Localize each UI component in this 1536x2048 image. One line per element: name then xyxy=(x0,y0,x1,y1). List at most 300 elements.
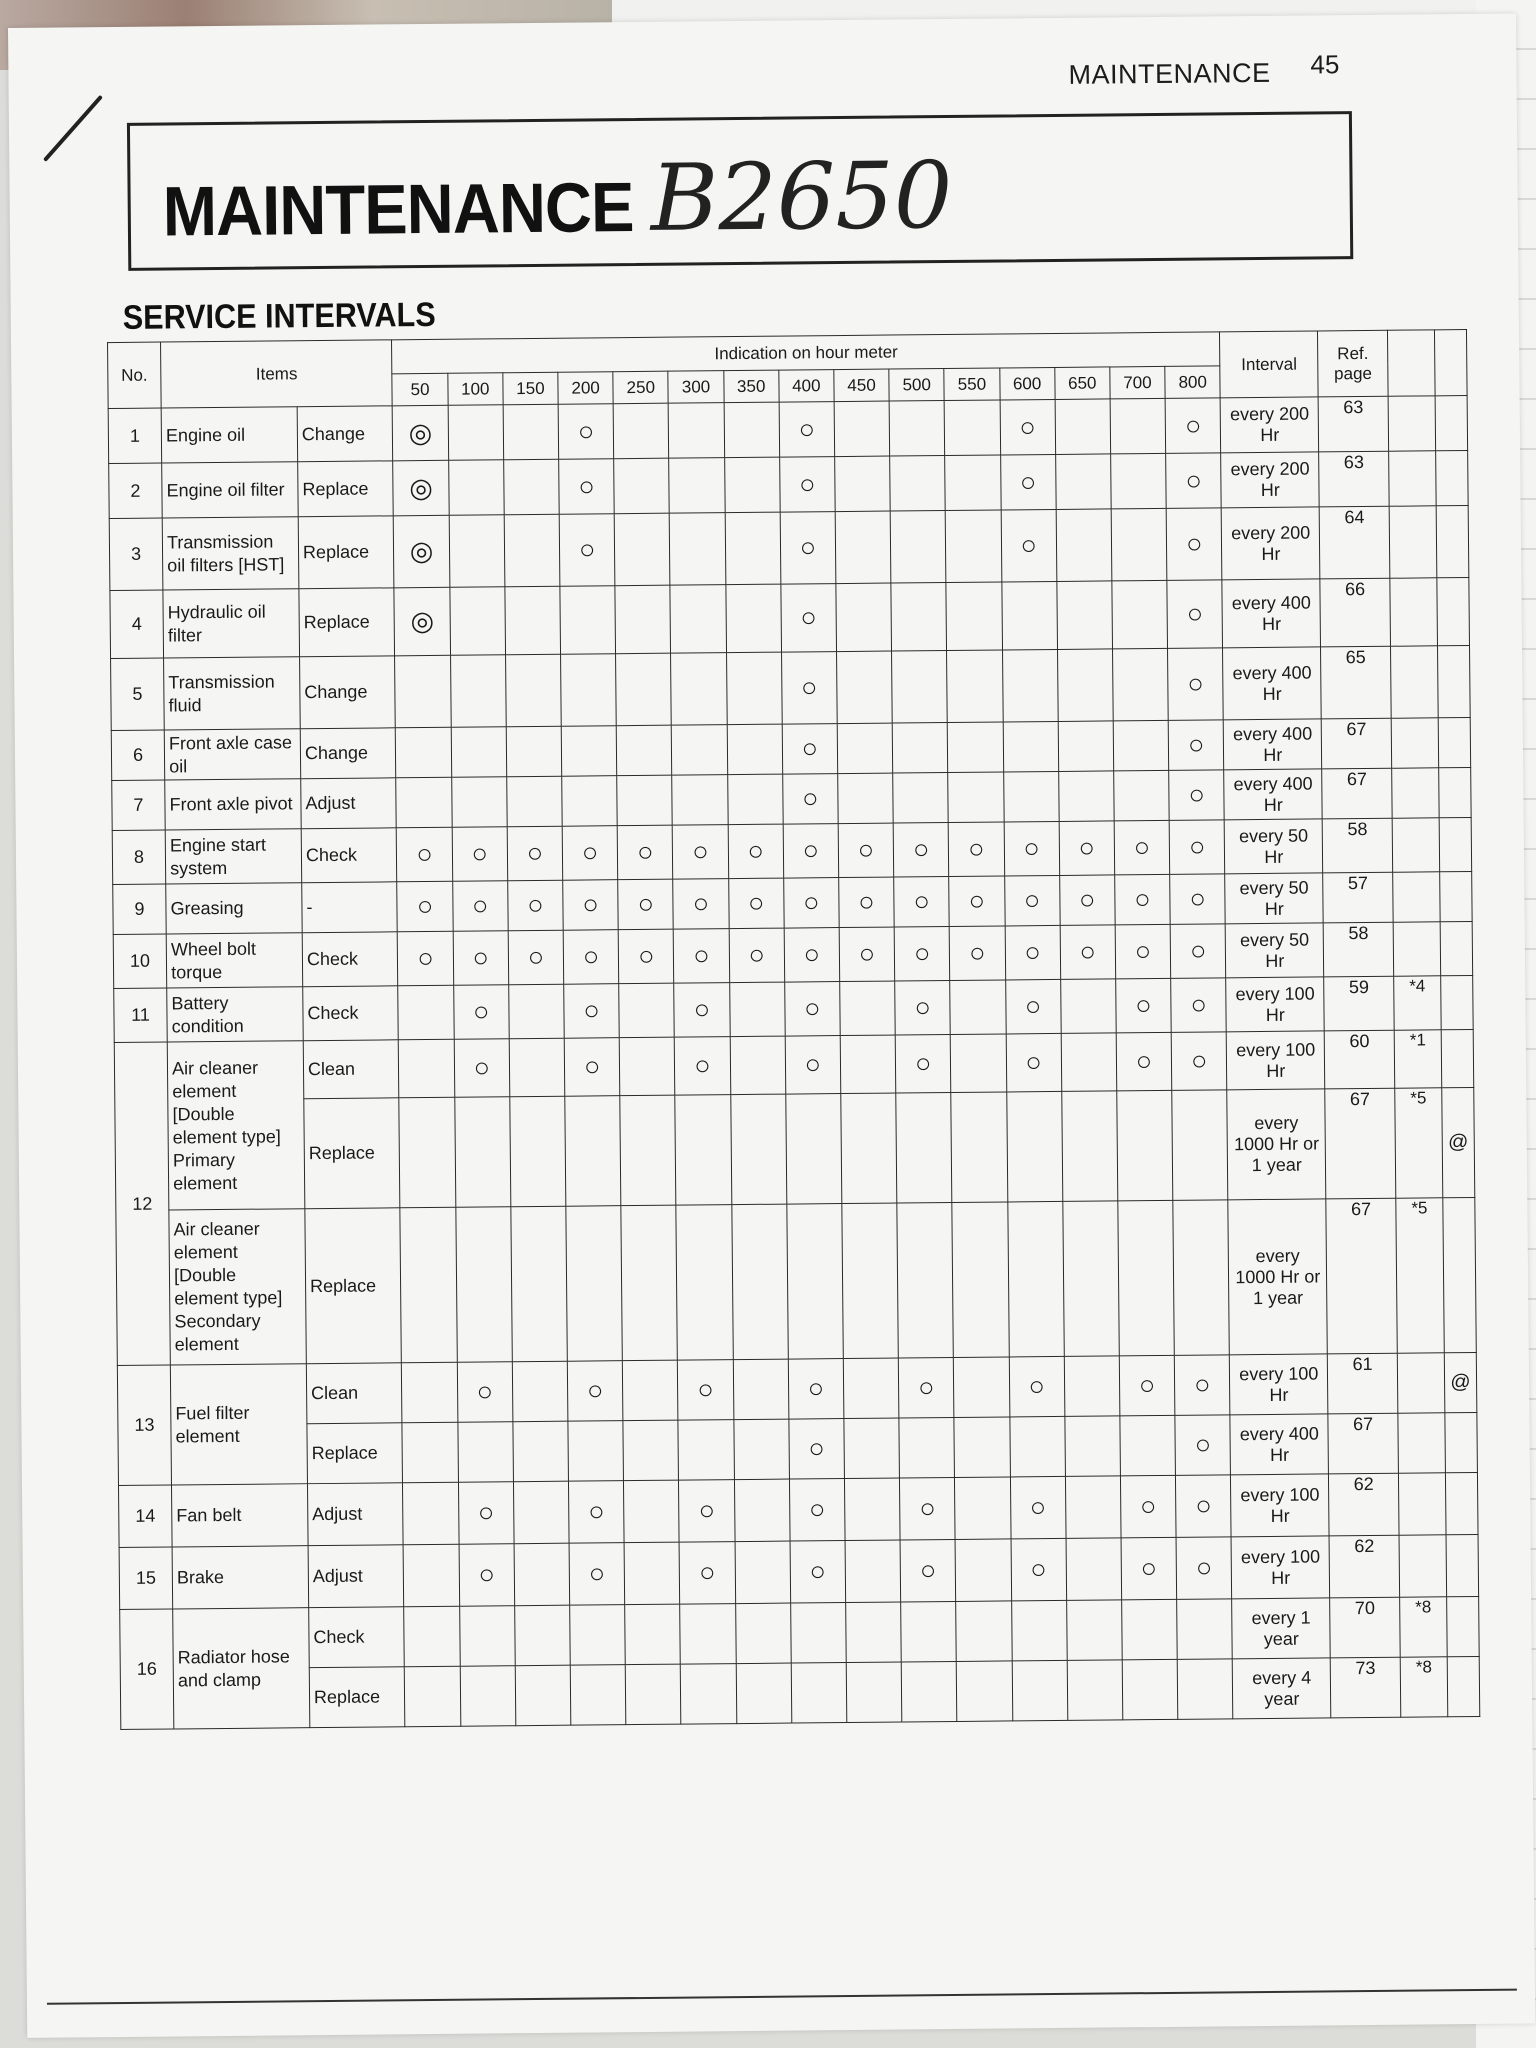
interval-mark: ○ xyxy=(1059,875,1115,926)
interval-mark xyxy=(954,1417,1010,1478)
interval-mark: ○ xyxy=(1174,1355,1230,1416)
interval-mark xyxy=(570,1665,626,1726)
ref-page: 65 xyxy=(1321,646,1392,719)
interval-mark: ○ xyxy=(1171,1032,1227,1091)
interval-mark: ○ xyxy=(949,822,1005,877)
interval-mark xyxy=(734,1479,790,1542)
interval-mark xyxy=(565,1096,621,1207)
interval-mark xyxy=(1058,721,1114,772)
footnote-ref: *5 xyxy=(1396,1198,1444,1353)
item-action: Replace xyxy=(307,1423,403,1484)
interval-mark xyxy=(948,772,1004,823)
footnote-ref xyxy=(1389,506,1436,578)
interval-mark xyxy=(562,776,618,827)
item-name: Engine oil xyxy=(161,407,297,463)
item-number: 10 xyxy=(113,934,167,989)
interval-mark: ○ xyxy=(1165,398,1221,454)
interval-mark xyxy=(681,1664,737,1725)
at-mark xyxy=(1437,578,1470,646)
interval-mark xyxy=(509,984,565,1039)
table-row xyxy=(115,1087,1475,1210)
interval-text: every 200 Hr xyxy=(1222,507,1320,580)
table-row xyxy=(110,578,1470,659)
at-mark: @ xyxy=(1444,1352,1477,1412)
interval-mark xyxy=(678,1420,734,1481)
interval-mark: ○ xyxy=(1176,1537,1232,1600)
item-number: 11 xyxy=(114,988,168,1043)
interval-mark xyxy=(1061,1033,1117,1092)
item-action: Adjust xyxy=(301,778,397,829)
interval-mark xyxy=(672,775,728,826)
interval-mark xyxy=(458,1422,514,1483)
interval-mark: ○ xyxy=(784,928,840,983)
interval-mark: ○ xyxy=(728,878,784,929)
interval-mark xyxy=(897,1202,954,1358)
hour-header-200: 200 xyxy=(558,372,613,405)
at-mark xyxy=(1443,1197,1477,1352)
interval-mark xyxy=(676,1205,733,1361)
ref-page: 60 xyxy=(1324,1030,1395,1089)
interval-mark xyxy=(680,1604,736,1665)
handwritten-model: B2650 xyxy=(650,141,953,252)
interval-mark xyxy=(835,456,891,512)
interval-text: every 200 Hr xyxy=(1221,452,1319,508)
interval-text: every 1000 Hr or 1 year xyxy=(1228,1199,1327,1355)
interval-text: every 4 year xyxy=(1233,1658,1331,1719)
interval-mark xyxy=(731,1204,788,1360)
interval-mark xyxy=(616,725,672,776)
footnote-ref xyxy=(1399,1535,1446,1597)
interval-mark xyxy=(842,1203,899,1359)
interval-mark: ○ xyxy=(780,512,836,585)
interval-mark xyxy=(560,586,616,655)
item-name: Air cleaner element [Double element type] Secondary element xyxy=(169,1209,306,1365)
interval-mark xyxy=(566,1206,623,1362)
interval-mark xyxy=(402,1362,458,1423)
interval-mark xyxy=(624,1480,680,1543)
interval-mark xyxy=(846,1602,902,1663)
interval-mark: ○ xyxy=(893,823,949,878)
item-name: Wheel bolt torque xyxy=(166,933,302,988)
interval-mark: ○ xyxy=(508,930,564,985)
item-action: Replace xyxy=(299,588,395,657)
at-mark xyxy=(1441,975,1474,1029)
interval-mark: ○ xyxy=(563,880,619,931)
interval-text: every 100 Hr xyxy=(1226,977,1324,1032)
interval-mark xyxy=(504,514,560,587)
at-mark xyxy=(1445,1412,1478,1472)
item-name: Greasing xyxy=(166,883,302,934)
interval-mark xyxy=(511,1206,568,1362)
item-action: Check xyxy=(303,986,399,1041)
interval-mark: ○ xyxy=(781,652,837,725)
service-interval-table xyxy=(107,329,1480,1730)
interval-mark xyxy=(399,1039,455,1098)
item-name: Fuel filter element xyxy=(170,1364,307,1485)
interval-mark xyxy=(1058,771,1114,822)
at-mark xyxy=(1440,871,1473,921)
interval-mark: ○ xyxy=(1119,1355,1175,1416)
interval-text: every 50 Hr xyxy=(1225,819,1323,874)
interval-mark: ○ xyxy=(459,1544,515,1607)
interval-mark xyxy=(448,460,504,516)
interval-mark xyxy=(670,513,726,586)
interval-mark: ○ xyxy=(782,724,838,775)
interval-mark: ◎ xyxy=(393,460,449,516)
interval-mark xyxy=(893,773,949,824)
interval-mark xyxy=(844,1418,900,1479)
interval-mark: ◎ xyxy=(394,515,450,588)
interval-mark xyxy=(448,405,504,461)
interval-mark xyxy=(1060,979,1116,1034)
interval-mark xyxy=(727,724,783,775)
interval-mark xyxy=(730,1094,786,1205)
interval-mark xyxy=(615,585,671,654)
item-name: Engine oil filter xyxy=(162,462,298,518)
item-number: 3 xyxy=(109,518,163,591)
section-title: SERVICE INTERVALS xyxy=(122,295,436,337)
interval-mark xyxy=(568,1421,624,1482)
interval-mark: ○ xyxy=(1166,508,1222,581)
interval-mark xyxy=(515,1605,571,1666)
interval-mark xyxy=(619,983,675,1038)
interval-mark xyxy=(1055,399,1111,455)
interval-mark xyxy=(672,725,728,776)
interval-mark xyxy=(736,1663,792,1724)
ref-page: 66 xyxy=(1320,578,1391,647)
at-mark xyxy=(1435,396,1468,451)
ref-page: 64 xyxy=(1319,506,1390,579)
item-name: Engine start system xyxy=(165,829,301,884)
interval-mark xyxy=(509,1038,565,1097)
hour-header-350: 350 xyxy=(723,370,778,403)
interval-mark: ○ xyxy=(789,1479,845,1542)
interval-mark: ○ xyxy=(728,824,784,879)
interval-mark xyxy=(787,1204,844,1360)
ref-page: 67 xyxy=(1328,1413,1399,1474)
bottom-rule xyxy=(47,1989,1517,2005)
interval-mark xyxy=(451,727,507,778)
interval-text: every 100 Hr xyxy=(1227,1031,1325,1090)
item-name: Front axle case oil xyxy=(164,729,300,780)
interval-mark: ○ xyxy=(900,1477,956,1540)
hour-header-450: 450 xyxy=(834,369,889,402)
interval-mark xyxy=(505,654,561,727)
interval-text: every 200 Hr xyxy=(1221,397,1319,453)
item-action: Replace xyxy=(298,516,394,589)
interval-mark xyxy=(670,585,726,654)
interval-mark: ○ xyxy=(895,1034,951,1093)
interval-mark xyxy=(1065,1416,1121,1477)
interval-mark: ○ xyxy=(1010,1476,1066,1539)
interval-mark: ○ xyxy=(1005,979,1061,1034)
interval-mark xyxy=(1061,1091,1117,1202)
interval-text: every 400 Hr xyxy=(1223,647,1321,720)
interval-mark xyxy=(506,726,562,777)
interval-mark xyxy=(947,650,1003,723)
title-box xyxy=(127,111,1353,271)
interval-mark: ○ xyxy=(790,1541,846,1604)
item-number: 16 xyxy=(120,1609,174,1730)
interval-mark xyxy=(515,1665,571,1726)
header-extra xyxy=(1434,330,1467,396)
interval-mark xyxy=(945,455,1001,511)
item-number: 4 xyxy=(110,590,164,659)
interval-mark xyxy=(1120,1415,1176,1476)
interval-mark xyxy=(669,458,725,514)
at-mark xyxy=(1436,451,1469,506)
interval-mark xyxy=(625,1664,681,1725)
interval-mark xyxy=(623,1420,679,1481)
interval-mark: ○ xyxy=(618,929,674,984)
interval-mark: ○ xyxy=(729,928,785,983)
interval-mark xyxy=(395,655,451,728)
interval-mark xyxy=(952,1202,1009,1358)
interval-mark: ○ xyxy=(564,1038,620,1097)
item-name: Transmission fluid xyxy=(164,657,301,730)
footnote-ref xyxy=(1398,1413,1445,1473)
interval-mark: ○ xyxy=(453,931,509,986)
interval-mark xyxy=(1057,649,1113,722)
footnote-ref xyxy=(1391,646,1438,718)
interval-mark xyxy=(840,1035,896,1094)
item-number: 13 xyxy=(117,1365,171,1486)
item-number: 14 xyxy=(118,1485,172,1548)
interval-mark xyxy=(791,1663,847,1724)
interval-mark xyxy=(725,584,781,653)
hour-header-700: 700 xyxy=(1110,366,1165,399)
interval-mark: ○ xyxy=(569,1481,625,1544)
interval-mark xyxy=(400,1207,457,1363)
interval-mark: ○ xyxy=(1170,874,1226,925)
item-action: Change xyxy=(300,728,396,779)
interval-text: every 50 Hr xyxy=(1225,873,1323,924)
interval-mark: ○ xyxy=(457,1362,513,1423)
interval-mark: ○ xyxy=(789,1419,845,1480)
interval-mark xyxy=(735,1603,791,1664)
interval-mark xyxy=(951,1092,1007,1203)
interval-mark xyxy=(616,653,672,726)
interval-mark xyxy=(621,1205,678,1361)
item-number: 7 xyxy=(112,780,166,831)
interval-mark: ○ xyxy=(782,774,838,825)
interval-mark xyxy=(946,510,1002,583)
interval-mark xyxy=(570,1605,626,1666)
table-row xyxy=(120,1656,1480,1729)
interval-text: every 400 Hr xyxy=(1222,579,1320,648)
interval-mark: ○ xyxy=(569,1543,625,1606)
item-number: 8 xyxy=(112,830,166,885)
interval-mark xyxy=(449,515,505,588)
item-name: Front axle pivot xyxy=(165,779,301,830)
interval-mark xyxy=(956,1601,1012,1662)
interval-mark: ○ xyxy=(452,881,508,932)
footnote-ref xyxy=(1392,818,1439,872)
at-mark xyxy=(1441,1029,1474,1087)
item-name: Air cleaner element [Double element type] Primary element xyxy=(167,1041,304,1210)
table-row xyxy=(109,506,1469,591)
interval-mark: ○ xyxy=(1169,820,1225,875)
footnote-ref xyxy=(1388,396,1435,451)
interval-mark xyxy=(1173,1200,1230,1356)
page-number: 45 xyxy=(1310,49,1340,80)
interval-mark xyxy=(1113,720,1169,771)
interval-mark xyxy=(727,774,783,825)
interval-mark xyxy=(613,403,669,459)
interval-mark: ○ xyxy=(785,1036,841,1095)
footnote-ref xyxy=(1390,578,1437,646)
interval-mark xyxy=(1067,1660,1123,1721)
at-mark xyxy=(1438,717,1471,767)
interval-mark xyxy=(623,1360,679,1421)
footnote-ref: *5 xyxy=(1395,1088,1443,1198)
interval-mark xyxy=(505,586,561,655)
interval-mark: ○ xyxy=(788,1359,844,1420)
interval-mark: ○ xyxy=(679,1542,735,1605)
ref-page: 58 xyxy=(1322,818,1393,873)
interval-mark xyxy=(944,400,1000,456)
interval-mark: ○ xyxy=(781,584,837,653)
at-mark xyxy=(1440,921,1473,975)
footnote-ref xyxy=(1389,451,1436,506)
interval-mark xyxy=(514,1543,570,1606)
interval-mark xyxy=(729,982,785,1037)
interval-mark xyxy=(614,513,670,586)
interval-mark: ○ xyxy=(839,927,895,982)
interval-mark: ○ xyxy=(617,825,673,880)
interval-mark: ○ xyxy=(562,826,618,881)
interval-mark xyxy=(734,1419,790,1480)
interval-mark xyxy=(1057,581,1113,650)
interval-mark: ○ xyxy=(894,927,950,982)
interval-mark xyxy=(675,1095,731,1206)
interval-mark: ○ xyxy=(894,877,950,928)
interval-mark xyxy=(724,402,780,458)
hour-header-100: 100 xyxy=(448,373,503,406)
interval-mark: ○ xyxy=(898,1357,954,1418)
interval-mark: ○ xyxy=(1000,399,1056,455)
interval-mark: ○ xyxy=(1175,1415,1231,1476)
interval-mark xyxy=(671,653,727,726)
interval-mark: ○ xyxy=(1115,874,1171,925)
at-mark xyxy=(1447,1596,1480,1656)
at-mark xyxy=(1437,645,1470,717)
interval-mark xyxy=(1065,1476,1121,1539)
interval-text: every 400 Hr xyxy=(1224,769,1322,820)
interval-mark xyxy=(890,511,946,584)
ref-page: 63 xyxy=(1319,451,1390,507)
interval-mark xyxy=(1117,1090,1173,1201)
interval-mark xyxy=(1122,1659,1178,1720)
interval-mark xyxy=(726,652,782,725)
item-action: Replace xyxy=(298,461,394,517)
item-number: 2 xyxy=(109,463,163,519)
interval-mark xyxy=(1003,721,1059,772)
interval-mark xyxy=(396,777,452,828)
interval-mark: ○ xyxy=(900,1539,956,1602)
footnote-ref xyxy=(1399,1473,1446,1535)
interval-mark xyxy=(957,1661,1013,1722)
interval-mark: ○ xyxy=(1167,580,1223,649)
interval-mark: ○ xyxy=(1059,821,1115,876)
interval-mark: ○ xyxy=(673,879,729,930)
interval-mark: ○ xyxy=(1116,1032,1172,1091)
item-name: Hydraulic oil filter xyxy=(163,589,300,658)
interval-mark: ○ xyxy=(398,931,454,986)
interval-mark xyxy=(790,1603,846,1664)
item-action: Clean xyxy=(303,1040,399,1099)
interval-mark: ○ xyxy=(779,457,835,513)
interval-mark xyxy=(619,1037,675,1096)
table-row xyxy=(111,645,1471,730)
interval-mark: ○ xyxy=(675,1037,731,1096)
header-interval: Interval xyxy=(1220,331,1318,398)
interval-mark xyxy=(1055,454,1111,510)
interval-mark: ○ xyxy=(563,930,619,985)
interval-mark: ○ xyxy=(1169,770,1225,821)
at-mark xyxy=(1436,506,1469,578)
header-no: No. xyxy=(108,342,162,409)
footnote-ref: *1 xyxy=(1394,1030,1441,1088)
interval-mark xyxy=(845,1540,901,1603)
interval-mark xyxy=(1012,1660,1068,1721)
item-action: - xyxy=(302,882,398,933)
interval-mark: ○ xyxy=(397,827,453,882)
footnote-ref xyxy=(1393,872,1440,922)
interval-mark xyxy=(620,1095,676,1206)
hour-header-150: 150 xyxy=(503,372,558,405)
interval-mark xyxy=(954,1357,1010,1418)
interval-mark: ○ xyxy=(784,982,840,1037)
interval-mark: ◎ xyxy=(394,587,450,656)
interval-mark xyxy=(459,1606,515,1667)
interval-mark: ○ xyxy=(1004,875,1060,926)
interval-mark xyxy=(1011,1600,1067,1661)
item-action: Check xyxy=(302,932,398,987)
interval-text: every 400 Hr xyxy=(1224,719,1322,770)
footnote-ref: *8 xyxy=(1400,1657,1447,1717)
footnote-ref xyxy=(1392,768,1439,818)
footnote-ref: *4 xyxy=(1394,976,1441,1030)
interval-mark: ○ xyxy=(458,1482,514,1545)
interval-text: every 50 Hr xyxy=(1226,923,1324,978)
interval-mark: ○ xyxy=(1011,1538,1067,1601)
ref-page: 62 xyxy=(1329,1473,1400,1536)
interval-mark: ○ xyxy=(453,985,509,1040)
interval-mark xyxy=(1066,1538,1122,1601)
interval-mark xyxy=(454,1097,510,1208)
interval-mark xyxy=(890,456,946,512)
interval-mark: ○ xyxy=(1006,1033,1062,1092)
interval-mark xyxy=(951,1034,1007,1093)
interval-mark xyxy=(1177,1599,1233,1660)
interval-mark xyxy=(843,1358,899,1419)
interval-mark xyxy=(892,651,948,724)
interval-mark xyxy=(513,1421,569,1482)
interval-mark: ○ xyxy=(507,826,563,881)
interval-mark xyxy=(513,1481,569,1544)
item-name: Brake xyxy=(172,1546,308,1609)
interval-mark: ○ xyxy=(1009,1356,1065,1417)
interval-mark: ○ xyxy=(1001,509,1057,582)
ref-page: 67 xyxy=(1321,718,1392,769)
item-name: Transmission oil filters [HST] xyxy=(162,517,299,590)
ref-page: 58 xyxy=(1323,922,1394,977)
interval-mark xyxy=(1007,1201,1064,1357)
interval-mark xyxy=(404,1544,460,1607)
interval-text: every 100 Hr xyxy=(1232,1536,1330,1599)
interval-mark: ○ xyxy=(678,1360,734,1421)
